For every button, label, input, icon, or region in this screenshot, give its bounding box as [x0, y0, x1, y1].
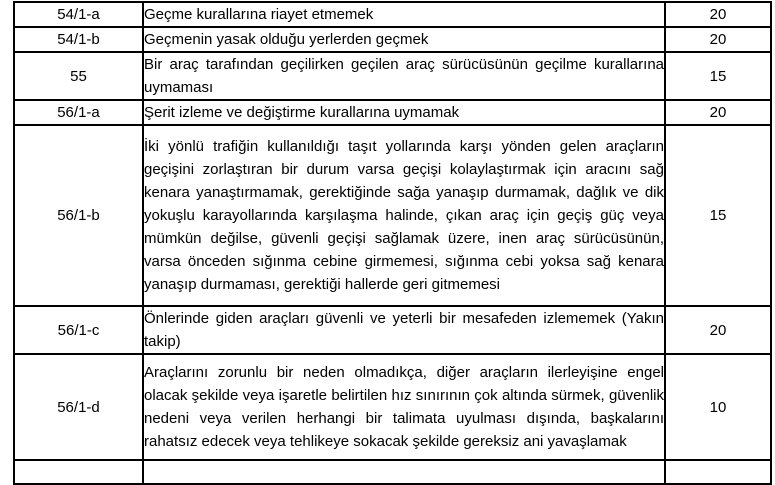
- violation-points: 20: [665, 27, 771, 52]
- table-row-partial: [14, 460, 771, 484]
- table-row: [14, 306, 771, 354]
- violation-code: 56/1-c: [14, 306, 143, 354]
- violation-points: [665, 460, 771, 484]
- violation-description: [143, 460, 665, 484]
- violation-description: Önlerinde giden araçları güvenli ve yeterli bir mesafeden izlememek (Yakın takip): [143, 306, 665, 354]
- violation-description: Şerit izleme ve değiştirme kurallarına uymamak: [143, 100, 665, 125]
- violation-code: 54/1-a: [14, 2, 143, 27]
- table-row: [14, 100, 771, 125]
- violation-description: Bir araç tarafından geçilirken geçilen araç sürücüsünün geçilme kurallarına uymaması: [143, 52, 665, 100]
- violation-points: 20: [665, 2, 771, 27]
- violations-table: [13, 1, 772, 485]
- violation-description: İki yönlü trafiğin kullanıldığı taşıt yollarında karşı yönden gelen araçların geçişini zorlaştıran bir durum varsa geçişi kolaylaştırmak için aracını sağ kenara yanaştırmamak, gerektiğinde sağa yanaşıp durmamak, dağlık ve dik yokuşlu karayollarında karşılaşma halinde, çıkan araç için geçiş güç veya mümkün değilse, güvenli geçişi sağlamak üzere, inen araç sürücüsünün, varsa önceden sığınma cebine girmemesi, sığınma cebi yoksa sağ kenara yanaşıp durmaması, gerektiği hallerde geri gitmemesi: [143, 125, 665, 306]
- table-row: [14, 125, 771, 306]
- violation-description: Araçlarını zorunlu bir neden olmadıkça, diğer araçların ilerleyişine engel olacak şekilde veya işaretle belirtilen hız sınırının çok altında sürmek, güvenlik nedeni veya verilen herhangi bir talimata uyulması dışında, başkalarını rahatsız edecek veya tehlikeye sokacak şekilde gereksiz ani yavaşlamak: [143, 354, 665, 460]
- violation-points: 15: [665, 125, 771, 306]
- violation-code: 56/1-d: [14, 354, 143, 460]
- violation-code: 54/1-b: [14, 27, 143, 52]
- table-row: [14, 2, 771, 27]
- violation-points: 15: [665, 52, 771, 100]
- violation-points: 20: [665, 306, 771, 354]
- violation-description: Geçme kurallarına riayet etmemek: [143, 2, 665, 27]
- violation-description: Geçmenin yasak olduğu yerlerden geçmek: [143, 27, 665, 52]
- violation-code: 55: [14, 52, 143, 100]
- violation-code: 56/1-a: [14, 100, 143, 125]
- violation-code: [14, 460, 143, 484]
- violation-points: 10: [665, 354, 771, 460]
- table-row: [14, 52, 771, 100]
- table-row: [14, 354, 771, 460]
- violation-points: 20: [665, 100, 771, 125]
- violation-code: 56/1-b: [14, 125, 143, 306]
- table-row: [14, 27, 771, 52]
